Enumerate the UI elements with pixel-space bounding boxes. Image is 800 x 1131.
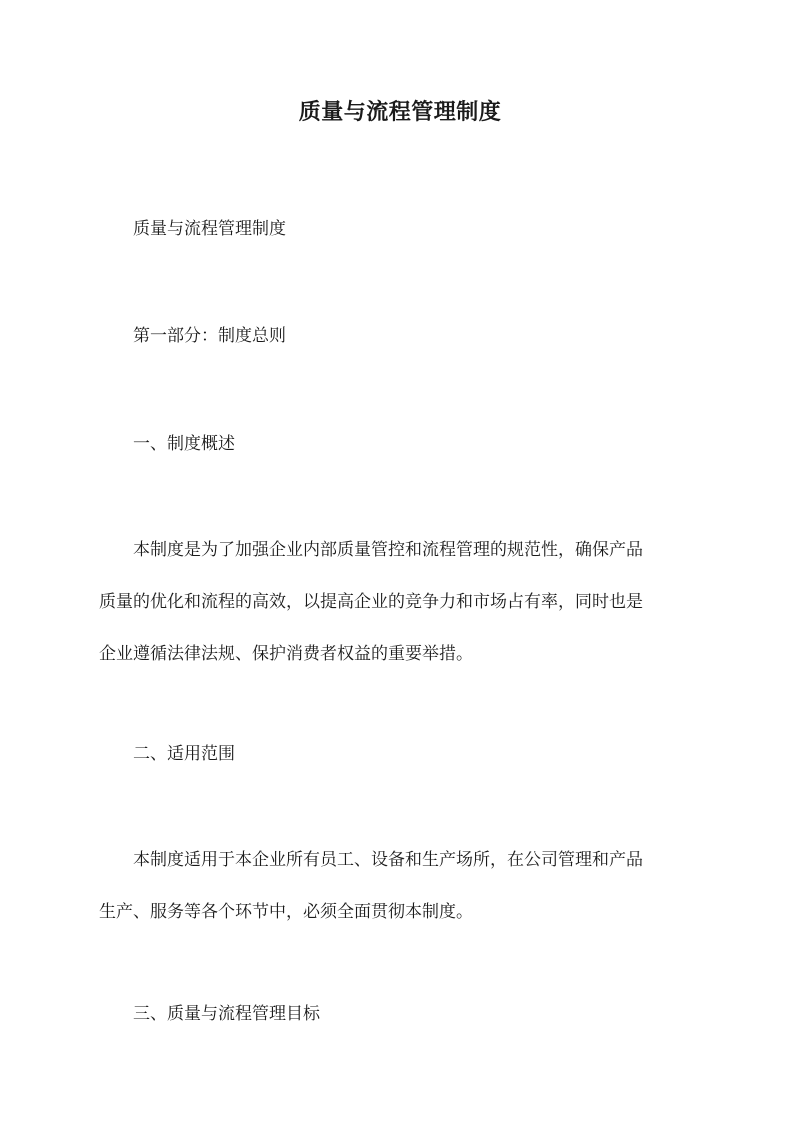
section-1-line-3: 企业遵循法律法规、保护消费者权益的重要举措。: [99, 644, 473, 664]
document-title: 质量与流程管理制度: [298, 99, 502, 125]
document-subtitle: 质量与流程管理制度: [133, 219, 286, 239]
section-2-paragraph: [99, 834, 703, 938]
section-1-paragraph: [99, 524, 703, 680]
section-1-line-2: 质量的优化和流程的高效，以提高企业的竞争力和市场占有率，同时也是: [99, 592, 643, 612]
section-2-line-1: 本制度适用于本企业所有员工、设备和生产场所，在公司管理和产品: [133, 850, 643, 870]
section-3-heading: 三、质量与流程管理目标: [133, 1004, 320, 1024]
part-heading: 第一部分：制度总则: [133, 326, 286, 346]
section-1-heading: 一、制度概述: [133, 434, 235, 454]
section-2-heading: 二、适用范围: [133, 744, 235, 764]
section-1-line-1: 本制度是为了加强企业内部质量管控和流程管理的规范性，确保产品: [133, 540, 643, 560]
section-2-line-2: 生产、服务等各个环节中，必须全面贯彻本制度。: [99, 902, 473, 922]
